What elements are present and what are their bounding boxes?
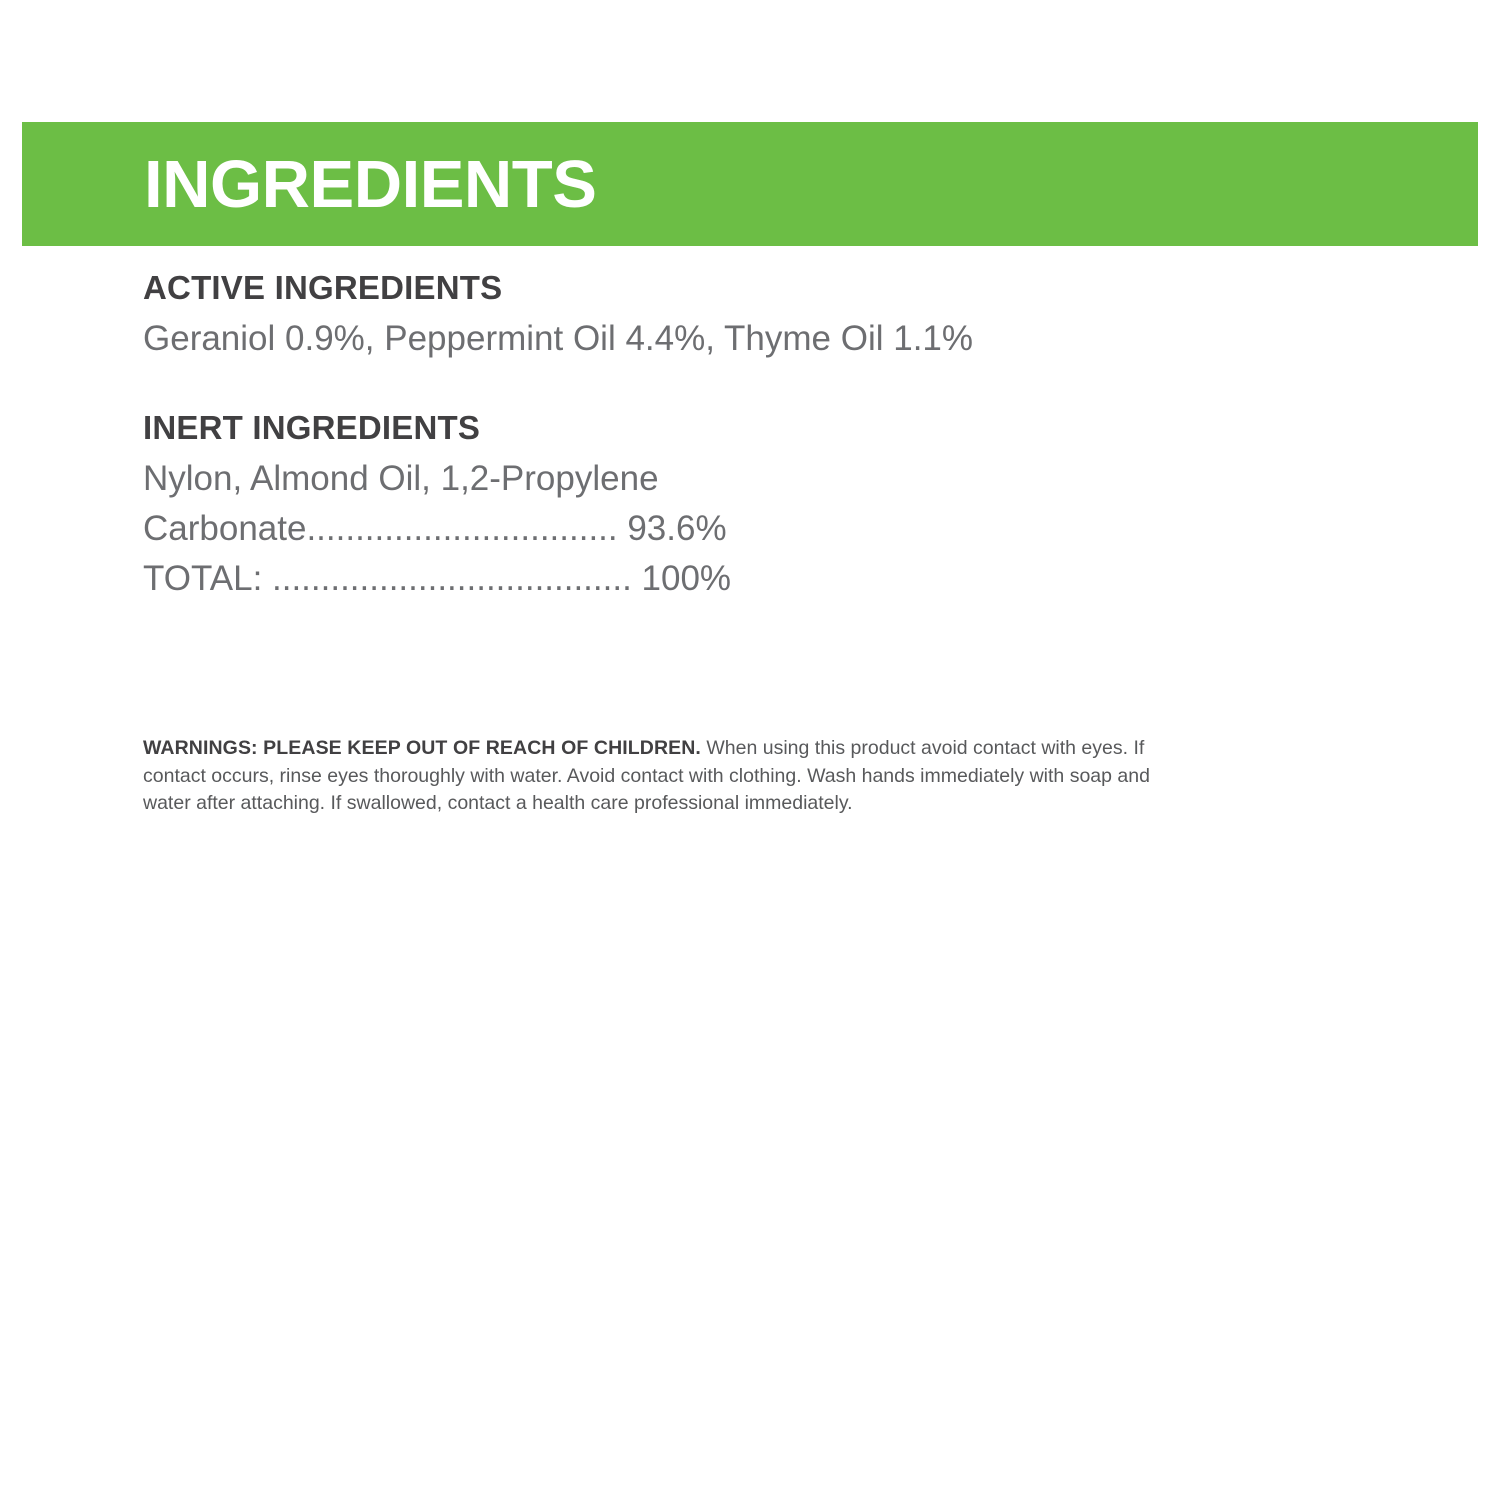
warnings-body: When using this product avoid contact with eyes. If contact occurs, rinse eyes thoroughly with water. Avoid contact with clothing. Wash hands immediately with soap and water after attaching. If swallowed, contact a health care professional immediately. xyxy=(143,737,1150,815)
active-ingredients-block xyxy=(143,268,1343,364)
ingredients-content xyxy=(143,268,1343,603)
warnings-label: WARNINGS: PLEASE KEEP OUT OF REACH OF CHILDREN. xyxy=(143,737,701,759)
warnings-paragraph xyxy=(143,735,1193,818)
inert-ingredients-line-2: Carbonate................................ 93.6% xyxy=(143,508,727,548)
inert-ingredients-block xyxy=(143,408,1343,603)
active-ingredients-heading: ACTIVE INGREDIENTS xyxy=(143,269,503,306)
inert-ingredients-total-line: TOTAL: ..................................... 100% xyxy=(143,558,732,598)
inert-ingredients-line-1: Nylon, Almond Oil, 1,2-Propylene xyxy=(143,459,659,499)
ingredients-banner xyxy=(22,122,1478,246)
inert-ingredients-heading: INERT INGREDIENTS xyxy=(143,408,481,446)
page-title: INGREDIENTS xyxy=(144,146,597,222)
active-ingredients-text: Geraniol 0.9%, Peppermint Oil 4.4%, Thyme Oil 1.1% xyxy=(143,319,974,359)
